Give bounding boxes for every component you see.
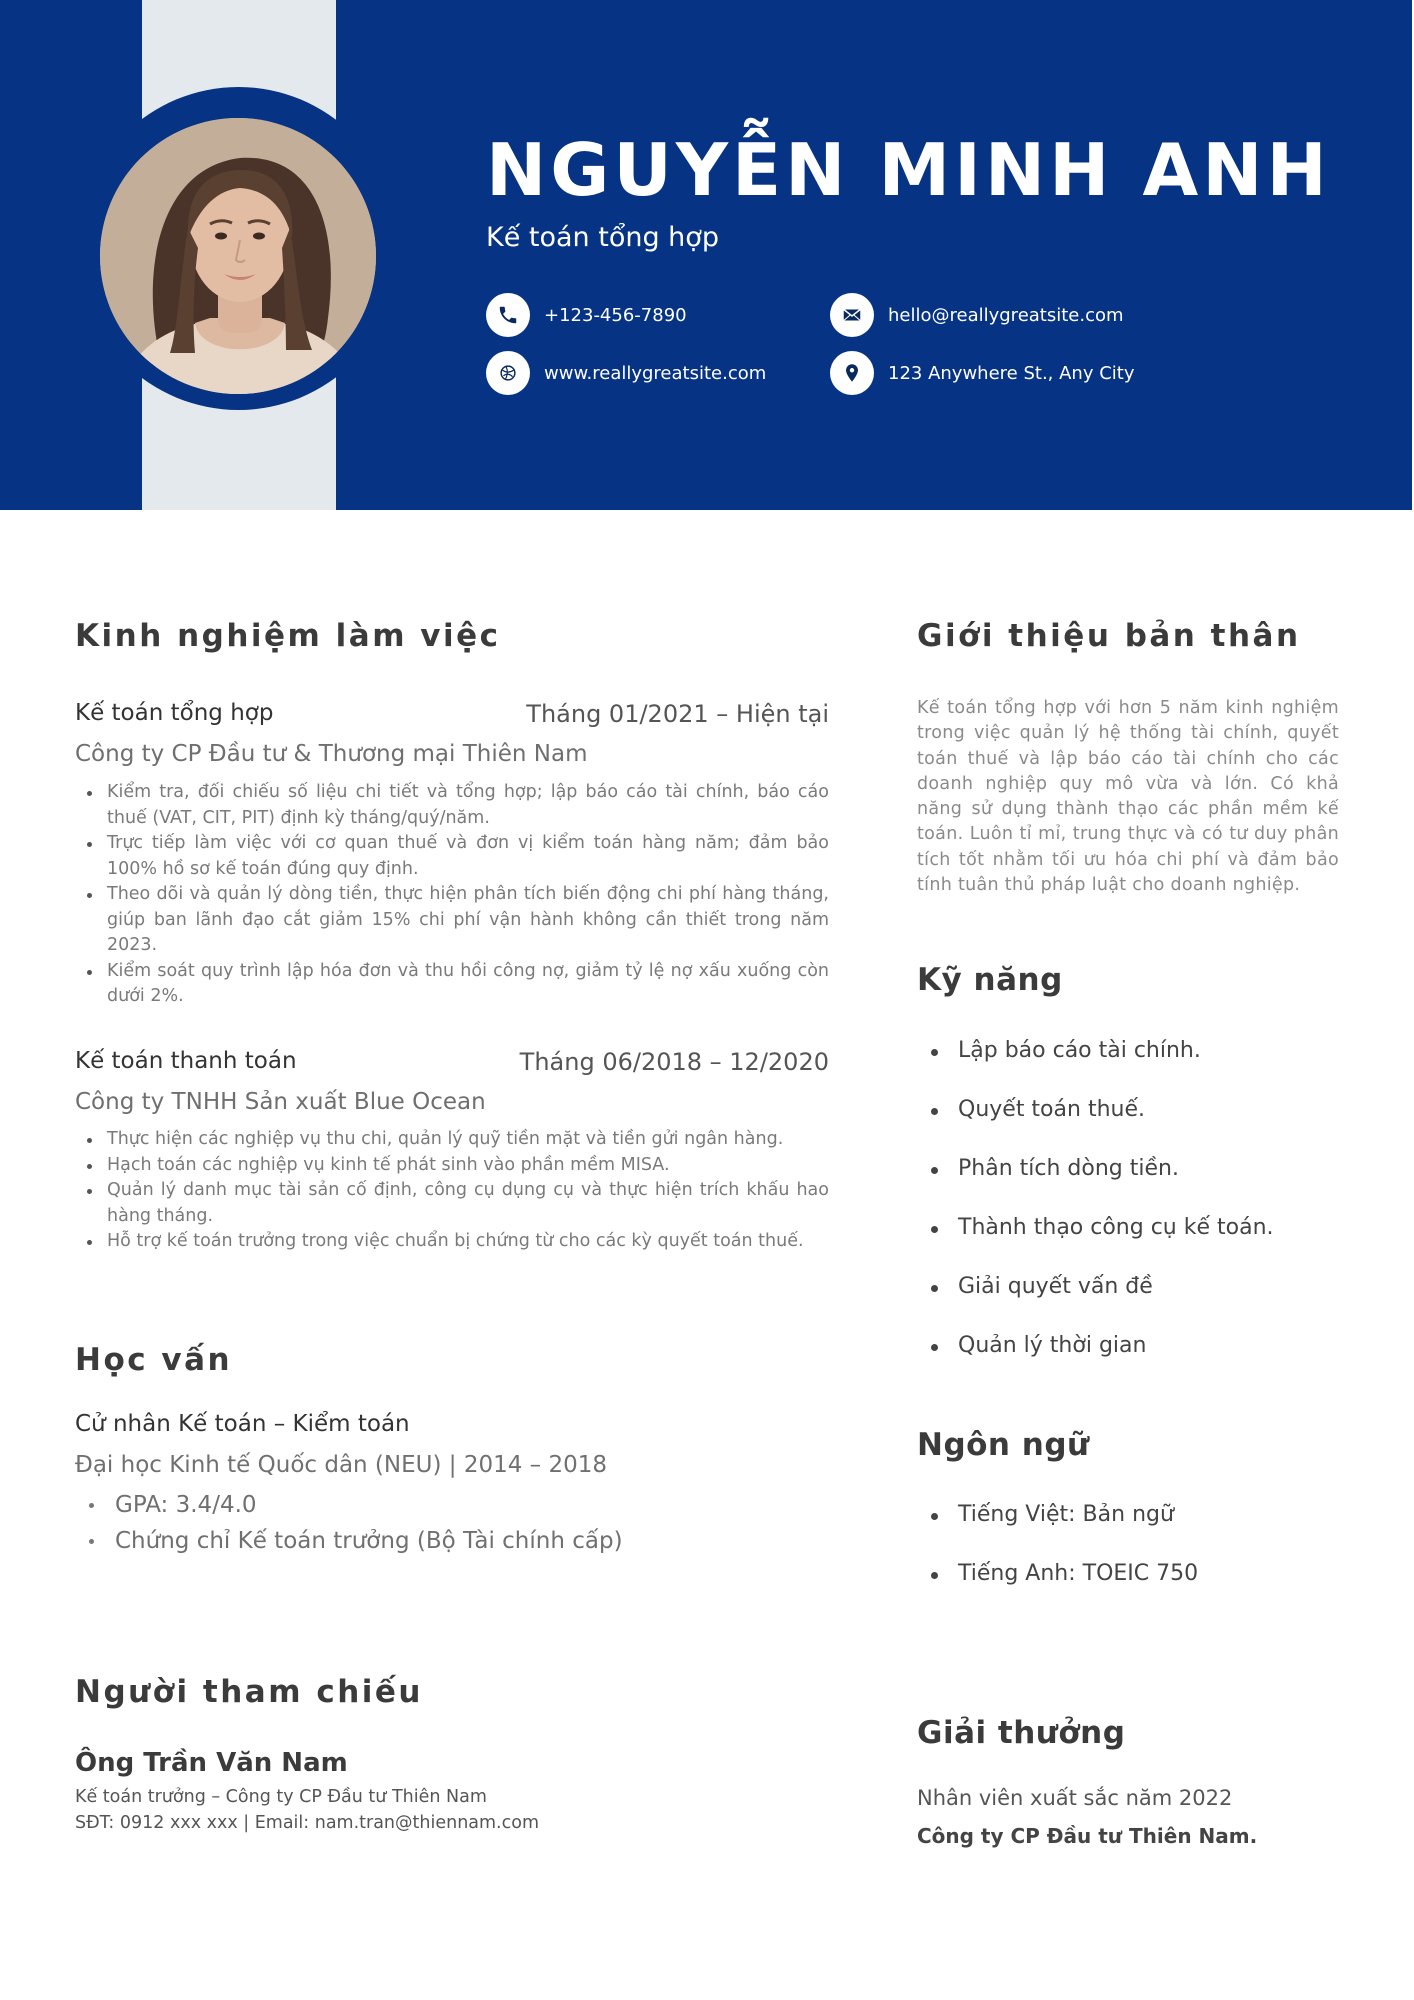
- header-banner: [0, 0, 1414, 510]
- job-company-1: Công ty CP Đầu tư & Thương mại Thiên Nam: [75, 741, 588, 767]
- email-text: hello@reallygreatsite.com: [888, 304, 1124, 326]
- profile-photo: [100, 118, 376, 394]
- languages-heading: Ngôn ngữ: [917, 1427, 1090, 1463]
- job-title-2: Kế toán thanh toán: [75, 1048, 297, 1074]
- globe-icon: [486, 351, 530, 395]
- award-company: Công ty CP Đầu tư Thiên Nam.: [917, 1824, 1258, 1848]
- languages-list: [917, 1500, 1198, 1618]
- job-date-1: Tháng 01/2021 – Hiện tại: [526, 700, 829, 728]
- location-pin-icon: [830, 351, 874, 395]
- duty-item: Hỗ trợ kế toán trưởng trong việc chuẩn bị chứng từ cho các kỳ quyết toán thuế.: [75, 1229, 829, 1255]
- website-text: www.reallygreatsite.com: [544, 362, 767, 384]
- skills-heading: Kỹ năng: [917, 962, 1063, 998]
- reference-name: Ông Trần Văn Nam: [75, 1748, 348, 1778]
- education-school: Đại học Kinh tế Quốc dân (NEU) | 2014 – 2018: [75, 1452, 608, 1478]
- contact-phone[interactable]: [486, 293, 687, 337]
- education-degree: Cử nhân Kế toán – Kiểm toán: [75, 1411, 410, 1437]
- skill-item: Phân tích dòng tiền.: [917, 1154, 1274, 1213]
- skill-item: Quyết toán thuế.: [917, 1095, 1274, 1154]
- education-heading: Học vấn: [75, 1342, 233, 1378]
- about-text: Kế toán tổng hợp với hơn 5 năm kinh nghiệm trong việc quản lý hệ thống tài chính, quyết toán thuế và lập báo cáo tài chính cho các doanh nghiệp quy mô vừa và lớn. Có khả năng sử dụng thành thạo các phần mềm kế toán. Luôn tỉ mỉ, trung thực và có tư duy phân tích tốt nhằm tối ưu hóa chi phí và đảm bảo tính tuân thủ pháp luật cho doanh nghiệp.: [917, 698, 1339, 896]
- address-text: 123 Anywhere St., Any City: [888, 362, 1135, 384]
- language-item: Tiếng Việt: Bản ngữ: [917, 1500, 1198, 1559]
- job-title-1: Kế toán tổng hợp: [75, 700, 274, 726]
- duty-item: Thực hiện các nghiệp vụ thu chi, quản lý quỹ tiền mặt và tiền gửi ngân hàng.: [75, 1127, 829, 1153]
- education-item: GPA: 3.4/4.0: [75, 1487, 623, 1523]
- email-icon: [830, 293, 874, 337]
- contact-email[interactable]: [830, 293, 1124, 337]
- duty-item: Quản lý danh mục tài sản cố định, công cụ dụng cụ và thực hiện trích khấu hao hàng tháng.: [75, 1178, 829, 1229]
- duty-item: Kiểm tra, đối chiếu số liệu chi tiết và tổng hợp; lập báo cáo tài chính, báo cáo thuế (VAT, CIT, PIT) định kỳ tháng/quý/năm.: [75, 780, 829, 831]
- about-heading: Giới thiệu bản thân: [917, 618, 1301, 654]
- reference-position: Kế toán trưởng – Công ty CP Đầu tư Thiên Nam: [75, 1787, 487, 1807]
- candidate-name: NGUYỄN MINH ANH: [486, 128, 1331, 212]
- education-item: Chứng chỉ Kế toán trưởng (Bộ Tài chính cấp): [75, 1523, 623, 1559]
- references-heading: Người tham chiếu: [75, 1674, 423, 1710]
- skill-item: Giải quyết vấn đề: [917, 1272, 1274, 1331]
- job-date-2: Tháng 06/2018 – 12/2020: [519, 1048, 829, 1076]
- duty-item: Trực tiếp làm việc với cơ quan thuế và đơn vị kiểm toán hàng năm; đảm bảo 100% hồ sơ kế toán đúng quy định.: [75, 831, 829, 882]
- skill-item: Thành thạo công cụ kế toán.: [917, 1213, 1274, 1272]
- phone-icon: [486, 293, 530, 337]
- candidate-role: Kế toán tổng hợp: [486, 222, 719, 253]
- contact-address[interactable]: [830, 351, 1134, 395]
- awards-heading: Giải thưởng: [917, 1715, 1126, 1751]
- job-duties-1: [75, 780, 829, 1010]
- job-duties-2: [75, 1127, 829, 1255]
- skill-item: Lập báo cáo tài chính.: [917, 1036, 1274, 1095]
- education-details: [75, 1487, 623, 1559]
- experience-heading: Kinh nghiệm làm việc: [75, 618, 501, 654]
- portrait-illustration: [100, 118, 376, 394]
- duty-item: Hạch toán các nghiệp vụ kinh tế phát sinh vào phần mềm MISA.: [75, 1153, 829, 1179]
- reference-contact: SĐT: 0912 xxx xxx | Email: nam.tran@thiennam.com: [75, 1813, 539, 1833]
- phone-text: +123-456-7890: [544, 304, 687, 326]
- language-item: Tiếng Anh: TOEIC 750: [917, 1559, 1198, 1618]
- award-title: Nhân viên xuất sắc năm 2022: [917, 1786, 1233, 1810]
- skills-list: [917, 1036, 1274, 1390]
- job-company-2: Công ty TNHH Sản xuất Blue Ocean: [75, 1089, 486, 1115]
- duty-item: Kiểm soát quy trình lập hóa đơn và thu hồi công nợ, giảm tỷ lệ nợ xấu xuống còn dưới 2%.: [75, 959, 829, 1010]
- contact-website[interactable]: [486, 351, 766, 395]
- duty-item: Theo dõi và quản lý dòng tiền, thực hiện phân tích biến động chi phí hàng tháng, giúp ban lãnh đạo cắt giảm 15% chi phí vận hành không cần thiết trong năm 2023.: [75, 882, 829, 959]
- skill-item: Quản lý thời gian: [917, 1331, 1274, 1390]
